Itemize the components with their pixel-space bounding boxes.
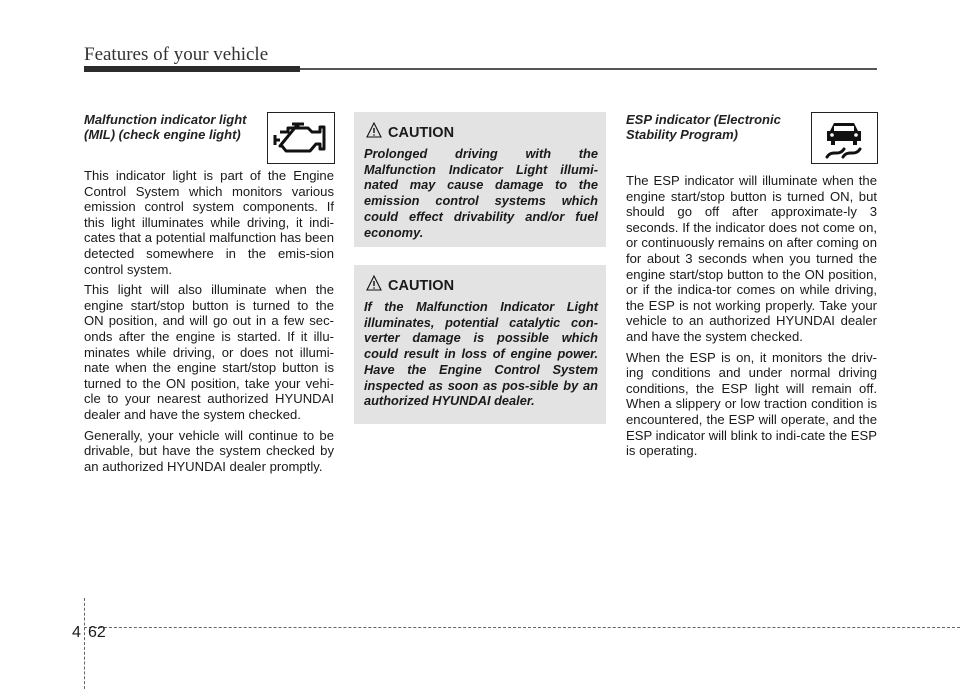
esp-paragraph-1: The ESP indicator will illuminate when the engine start/stop button is turned ON, but should go off after approximate-ly 3 seconds. If the indicator does not come on, or continuously remains on after coming on for about 3 seconds when you turned the engine start/stop button to the ON position, or if the indica-tor comes on while driving, the ESP is not working properly. Take your vehicle to an authorized HYUNDAI dealer and have the system checked. (626, 173, 877, 344)
mil-section (84, 112, 334, 479)
caution-title: CAUTION (388, 124, 455, 141)
mil-paragraph-3: Generally, your vehicle will continue to be drivable, but have the system checked by an authorized HYUNDAI dealer promptly. (84, 427, 334, 474)
chapter-number: 4 (72, 624, 81, 641)
caution-box-1 (354, 112, 606, 247)
caution-text: If the Malfunction Indicator Light illuminates, potential catalytic con-verter damage is possible which could result in loss of engine power. Have the Engine Control System inspected as soon as pos-sible by an authorized HYUNDAI dealer. (364, 299, 598, 409)
esp-heading: ESP indicator (Electronic Stability Program) (626, 112, 781, 142)
esp-paragraph-2: When the ESP is on, it monitors the driv-ing conditions and under normal driving conditions, the ESP light will remain off. When a slippery or low traction condition is encountered, the ESP will operate, and the ESP indicator will blink to indi-cate the ESP is operating. (626, 349, 877, 459)
footer-vertical-rule (84, 598, 85, 689)
esp-skid-car-icon (811, 112, 878, 164)
mil-paragraph-2: This light will also illuminate when the engine start/stop button is turned to the ON position, and will go out in a few sec-onds after the engine is started. If it illu-minates while driving, or does not illumi-nate when the engine start/stop button is turned to the ON position, take your vehi-cle to your nearest authorized HYUNDAI dealer and have the system checked. (84, 282, 334, 422)
caution-box-2 (354, 265, 606, 424)
header-bar (84, 66, 300, 72)
caution-title: CAUTION (388, 277, 455, 294)
warning-triangle-icon (366, 275, 382, 296)
mil-paragraph-1: This indicator light is part of the Engine Control System which monitors various emission control system components. If this light illuminates while driving, it indi-cates that a potential malfunction has been detected somewhere in the emis-sion control system. (84, 168, 334, 277)
mil-heading: Malfunction indicator light (MIL) (check engine light) (84, 112, 247, 142)
check-engine-icon (267, 112, 335, 164)
footer-rule (84, 627, 960, 628)
caution-text: Prolonged driving with the Malfunction Indicator Light illumi-nated may cause damage to the emission control systems which could effect drivability and/or fuel economy. (364, 146, 598, 240)
warning-triangle-icon (366, 122, 382, 143)
page-number: 62 (88, 624, 106, 641)
page-header-title: Features of your vehicle (84, 44, 269, 65)
